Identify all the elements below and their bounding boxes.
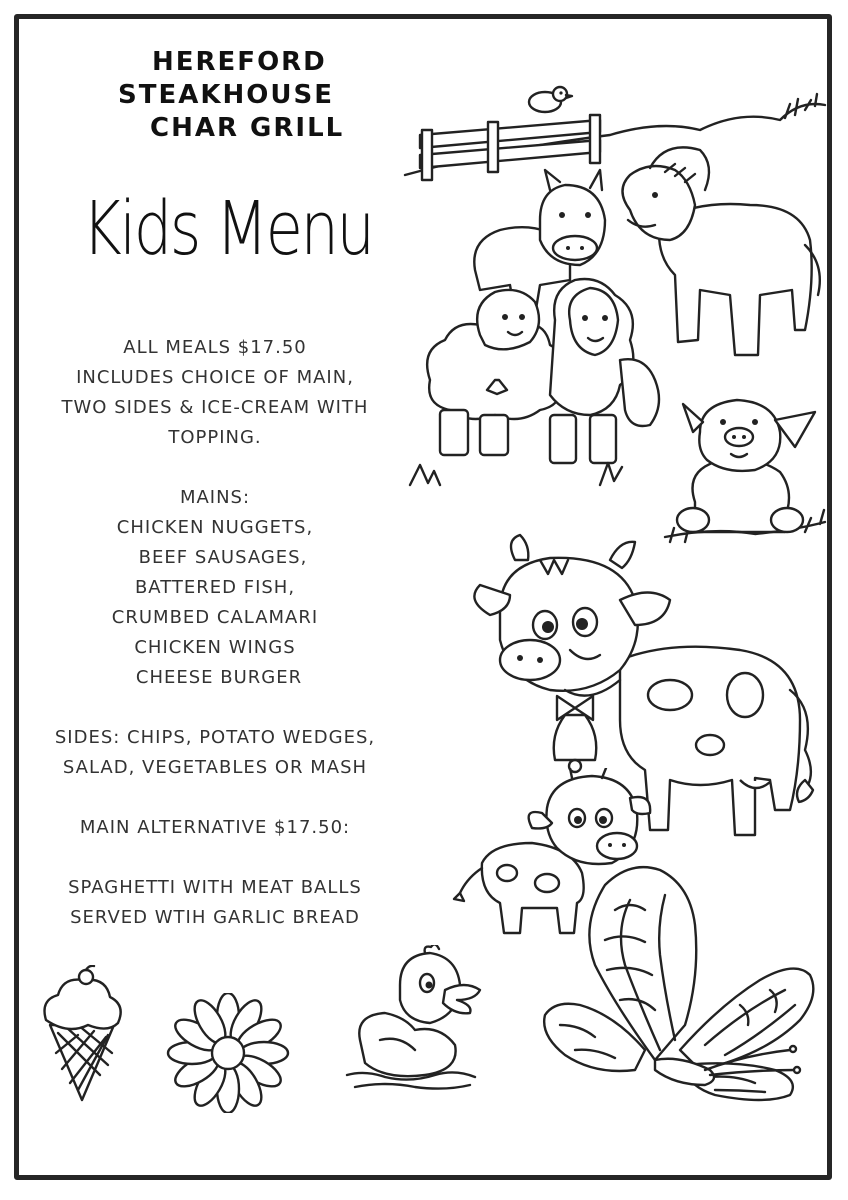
mains-heading: MAINS:: [179, 487, 251, 508]
mains-item: BEEF SAUSAGES,: [138, 547, 308, 568]
alternative-heading: MAIN ALTERNATIVE $17.50:: [79, 817, 351, 838]
ice-cream-icon: [38, 965, 128, 1105]
mains-item: CHEESE BURGER: [135, 667, 303, 688]
mains-item: BATTERED FISH,: [134, 577, 296, 598]
menu-text: [40, 333, 390, 933]
restaurant-name-line-2: STEAKHOUSE: [118, 80, 334, 110]
duck-icon: [345, 945, 485, 1095]
alternative-line-2: SERVED WTIH GARLIC BREAD: [70, 907, 360, 928]
restaurant-name-line-1: HEREFORD: [152, 47, 327, 77]
intro-line-2: INCLUDES CHOICE OF MAIN,: [76, 367, 354, 388]
sheep-icon: [410, 279, 659, 485]
mains-item: CHICKEN NUGGETS,: [116, 517, 314, 538]
restaurant-name: [118, 46, 368, 145]
flower-icon: [158, 993, 298, 1113]
restaurant-name-line-3: CHAR GRILL: [150, 113, 345, 143]
butterfly-icon: [535, 855, 820, 1115]
intro-line-3: TWO SIDES & ICE-CREAM WITH: [61, 397, 369, 418]
alternative-line-1: SPAGHETTI WITH MEAT BALLS: [68, 877, 362, 898]
sides-line-2: SALAD, VEGETABLES OR MASH: [62, 757, 368, 778]
sides-line-1: SIDES: CHIPS, POTATO WEDGES,: [54, 727, 376, 748]
intro-line-4: TOPPING.: [168, 427, 262, 448]
page-title: Kids Menu: [82, 186, 373, 272]
pig-icon: [655, 392, 830, 552]
horse-icon: [623, 147, 820, 355]
mains-item: CRUMBED CALAMARI: [111, 607, 319, 628]
intro-line-1: ALL MEALS $17.50: [123, 337, 307, 358]
mains-item: CHICKEN WINGS: [134, 637, 296, 658]
